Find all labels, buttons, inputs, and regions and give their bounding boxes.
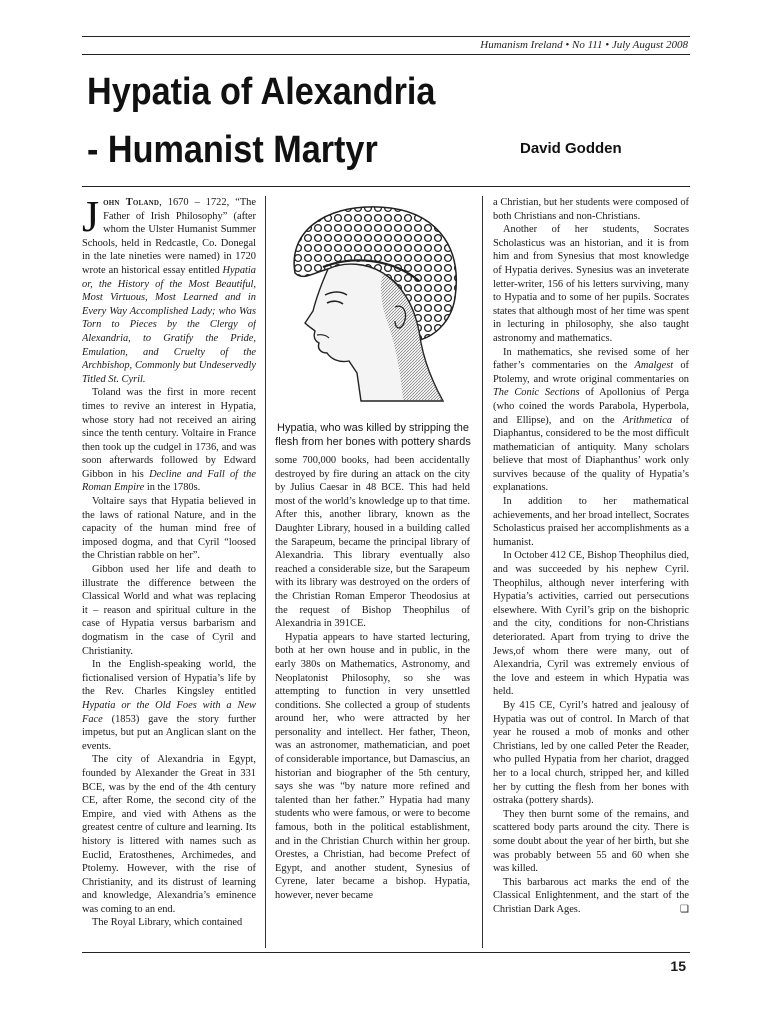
italic-title: The Conic Sections <box>493 387 580 399</box>
paragraph-text: of Ptolemy, and wrote original commentaries on <box>493 360 689 385</box>
paragraph: They then burnt some of the remains, and scattered body parts around the city. There is some doubt about the year of her birth, but she was probably between 55 and 60 when she was killed. <box>493 808 689 875</box>
column-divider-1 <box>265 196 266 948</box>
paragraph-text: This barbarous act marks the end of the Classical Enlightenment, and the start of the Christian Dark Ages. <box>493 876 689 915</box>
paragraph <box>82 196 256 386</box>
paragraph: In addition to her mathematical achievements, and her broad intellect, Socrates Scholasticus praised her accomplishments as a humanist. <box>493 496 689 548</box>
paragraph-text: of Apollonius of Perga (who coined the words Parabola, Hyperbola, and Ellipse), and on the <box>493 387 689 426</box>
title-line-1: Hypatia of Alexandria <box>87 71 436 113</box>
paragraph: Hypatia appears to have started lecturing, both at her own house and in public, in the early 380s on Mathematics, Astronomy, and Neoplatonist Philosophy, so she was attempting to function in very unsettled conditions. She collected a group of students around her, who were attracted by her personality and intellect. Her father, Theon, was an astronomer, mathematician, and poet of considerable importance, but Damascius, an historian and biographer of the 5th century, says she was “by nature more refined and talented than her father.” Hypatia had many students who were famous, or were to become famous, both in the political establishment, and in the Christian Church within her group. Orestes, a Christian, had become Prefect of Egypt, and another student, Synesius of Cyrene, later became a bishop. Hypatia, however, never became <box>275 631 470 901</box>
end-mark-icon: ❑ <box>680 903 689 915</box>
paragraph-text: In the English-speaking world, the fictionalised version of Hypatia’s life by the Rev. Charles Kingsley entitled <box>82 659 256 698</box>
text-column-3 <box>493 196 689 948</box>
header-rule-lower <box>82 54 690 55</box>
paragraph: By 415 CE, Cyril’s hatred and jealousy of Hypatia was out of control. In March of that year he roused a mob of monks and other Christians, led by one called Peter the Reader, who pulled Hypatia from her chariot, dragged her to a local church, stripped her, and killed her by cutting the flesh from her bones with ostraka (pottery shards). <box>493 699 689 807</box>
paragraph-text: (1853) gave the story further impetus, but put an Anglican slant on the events. <box>82 713 256 752</box>
drop-cap: J <box>82 196 100 241</box>
portrait-caption: Hypatia, who was killed by stripping the flesh from her bones with pottery shards <box>275 422 471 448</box>
hypatia-portrait <box>283 203 465 403</box>
header-rule <box>82 36 690 37</box>
paragraph-text: of Diaphantus, considered to be the most difficult mathematician of antiquity. Many scholars believe that most of Diaphanthus’ work only survives because of the quality of Hypatia’s explanations. <box>493 414 689 494</box>
text-column-1 <box>82 196 256 948</box>
article-title <box>87 63 474 179</box>
paragraph <box>493 876 689 917</box>
paragraph <box>82 658 256 753</box>
paragraph: Voltaire says that Hypatia believed in the laws of rational Nature, and in the capacity of the human mind free of imposed dogma, and that Cyril “loosed the Christian rabble on her”. <box>82 496 256 562</box>
italic-title: Arithmetica <box>622 414 672 426</box>
text-column-2 <box>275 454 470 948</box>
paragraph <box>82 386 256 495</box>
paragraph <box>493 346 689 496</box>
running-head: Humanism Ireland • No 111 • July August 2008 <box>480 39 688 51</box>
italic-title: Decline and Fall of the Roman Empire <box>82 468 256 494</box>
paragraph: Another of her students, Socrates Scholasticus was an historian, and it is from him and from Synesius that most knowledge of Hypatia derives. Synesius was an inveterate letter-writer, 156 of his letters surviving, many to Hypatia and to some of her pupils. Socrates states that although most of her time was spent in lecturing in philosophy, she also taught astronomy and mathematics. <box>493 224 689 344</box>
italic-title: Hypatia or the Old Foes with a New Face <box>82 699 256 725</box>
paragraph-text: In mathematics, she revised some of her father’s commentaries on the <box>493 346 689 372</box>
italic-title: Amalgest <box>634 360 674 372</box>
lead-name: ohn Toland <box>103 197 160 208</box>
paragraph-text: Toland was the first in more recent times to revive an interest in Hypatia, whose story had not received an airing since the tenth century. Voltaire in France then took up the cudgel in 1736, and was soon afterwards followed by Edward Gibbon in his <box>82 387 256 480</box>
article-author: David Godden <box>520 140 622 157</box>
paragraph-text: , 1670 – 1722, “The Father of Irish Philosophy” (after whom the Ulster Humanist Summer Schools, held in Redcastle, Co. Donegal in the late nineties were named) in 1720 wrote an historical essay entitled <box>82 197 256 276</box>
italic-title: Hypatia or, the History of the Most Beautiful, Most Virtuous, Most Learned and in Every Way Accomplished Lady; who Was Torn to Pieces by the Clergy of Alexandria, to Gratify the Pride, Emulation, and Cruelty of the Archbishop, Commonly but Undeservedly Titled St. Cyril. <box>82 264 256 385</box>
column-divider-2 <box>482 196 483 948</box>
paragraph: The Royal Library, which contained <box>92 917 243 929</box>
paragraph-text: in the 1780s. <box>144 482 201 494</box>
paragraph: The city of Alexandria in Egypt, founded by Alexander the Great in 331 BCE, was by the end of the 4th century CE, after Rome, the second city of the Empire, and vied with Athens as the greatest centre of culture and learning. Its history is littered with names such as Euclid, Eratosthenes, Archimedes, and Ptolemy. However, with the rise of Christianity, and its distrust of learning and knowledge, Alexandria’s eminence was coming to an end. <box>82 754 256 915</box>
footer-rule <box>82 952 690 953</box>
title-rule <box>82 186 690 187</box>
paragraph: some 700,000 books, had been accidentally destroyed by fire during an attack on the city by Julius Caesar in 48 BCE. This had held most of the world’s knowledge up to that time. After this, another library, known as the Daughter Library, housed in a building called the Sarapeum, became the principal library of Alexandria. This library eventually also reached a considerable size, but the Sarapeum with its library was destroyed on the orders of the Christian Roman Emperor Theodosius at the request of Bishop Theophilus of Alexandria in 391CE. <box>275 455 470 630</box>
paragraph: Gibbon used her life and death to illustrate the difference between the Classical World and what was replacing it – reason and spiritual culture in the case of Hypatia versus barbarism and dogmatism in the case of Cyril and Christianity. <box>82 564 256 657</box>
title-line-2: - Humanist Martyr <box>87 129 378 171</box>
paragraph: a Christian, but her students were composed of both Christians and non-Christians. <box>493 197 689 222</box>
paragraph: In October 412 CE, Bishop Theophilus died, and was succeeded by his nephew Cyril. Theophilus, although never interfering with Hypatia’s activities, carried out persecutions elsewhere. With Cyril’s grip on the bishopric and the city, conditions for non-Christians deteriorated. Apart from trying to drive the Jews,of whom there were many, out of Alexandria, Cyril was extremely envious of the love and esteem in which Hypatia was held. <box>493 550 689 698</box>
page-number: 15 <box>670 958 686 974</box>
